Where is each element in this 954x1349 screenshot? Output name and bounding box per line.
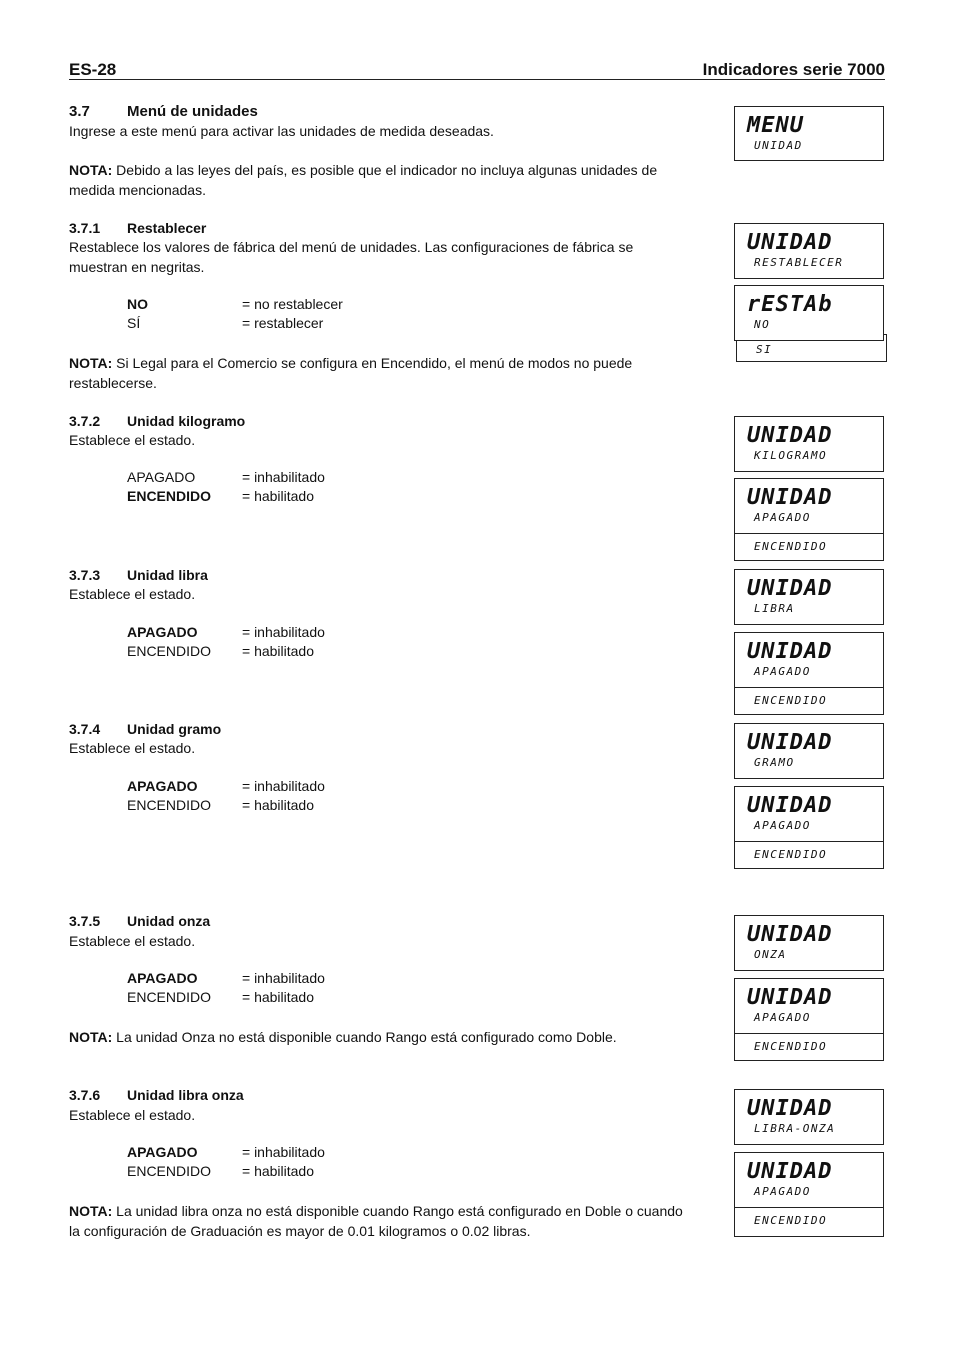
header-rule: [69, 79, 885, 80]
section-3-7-note: [69, 161, 657, 200]
section-3-7-6-note: [69, 1202, 683, 1241]
lcd-main-text: UNIDAD: [747, 639, 833, 664]
lcd-onza-state-display: [734, 978, 884, 1034]
option-value: = restablecer: [242, 315, 324, 331]
section-title: Unidad kilogramo: [127, 413, 246, 429]
onza-options: [0, 970, 700, 1010]
lcd-main-text: MENU: [747, 113, 804, 138]
option-value: = habilitado: [242, 989, 315, 1005]
lcd-main-text: UNIDAD: [747, 1096, 833, 1121]
lcd-menu-display: [734, 106, 884, 161]
libra-options: [0, 624, 700, 664]
lcd-alt-text: ENCENDIDO: [754, 1214, 828, 1227]
option-value: = inhabilitado: [242, 1144, 325, 1160]
lcd-sub-text: APAGADO: [754, 819, 811, 832]
restablecer-options: [0, 296, 700, 336]
section-3-7-3-description: Establece el estado.: [69, 586, 196, 602]
lcd-sub-text: APAGADO: [754, 1185, 811, 1198]
option-value: = inhabilitado: [242, 778, 325, 794]
lcd-kilogramo-alt-option: [734, 533, 884, 561]
note-text-cont: medida mencionadas.: [69, 181, 206, 198]
option-key: ENCENDIDO: [127, 989, 212, 1005]
lcd-kilogramo-state-display: [734, 478, 884, 534]
option-key: APAGADO: [127, 778, 198, 794]
section-3-7-5-heading: [69, 913, 210, 929]
lcd-restab-display: [734, 285, 884, 341]
note-label: NOTA:: [69, 1203, 113, 1219]
note-text-cont: la configuración de Graduación es mayor de 0.01 kilogramos o 0.02 libras.: [69, 1222, 531, 1239]
section-3-7-intro: Ingrese a este menú para activar las unidades de medida deseadas.: [69, 123, 494, 139]
lcd-sub-text: KILOGRAMO: [754, 449, 828, 462]
option-value: = no restablecer: [242, 296, 343, 312]
lcd-alt-text: ENCENDIDO: [754, 540, 828, 553]
section-3-7-4-description: Establece el estado.: [69, 740, 196, 756]
lcd-alt-text: ENCENDIDO: [754, 1040, 828, 1053]
section-3-7-heading: [69, 103, 258, 120]
option-value: = inhabilitado: [242, 970, 325, 986]
lcd-sub-text: GRAMO: [754, 756, 795, 769]
lcd-sub-text: ONZA: [754, 948, 787, 961]
lcd-sub-text: LIBRA-ONZA: [754, 1122, 836, 1135]
description-line: muestran en negritas.: [69, 258, 205, 275]
section-title: Menú de unidades: [127, 103, 258, 120]
document-title: Indicadores serie 7000: [702, 60, 885, 79]
lcd-gramo-state-display: [734, 786, 884, 842]
lcd-sub-text: APAGADO: [754, 665, 811, 678]
lcd-libra-onza-alt-option: [734, 1207, 884, 1237]
option-key: APAGADO: [127, 970, 198, 986]
lcd-alt-text: SI: [756, 343, 773, 356]
section-title: Unidad libra: [127, 567, 208, 583]
option-value: = habilitado: [242, 488, 315, 504]
option-value: = inhabilitado: [242, 469, 325, 485]
gramo-options: [0, 778, 700, 818]
option-value: = habilitado: [242, 1163, 315, 1179]
section-3-7-5-note: [69, 1028, 617, 1048]
lcd-onza-alt-option: [734, 1033, 884, 1061]
note-text-cont: restablecerse.: [69, 374, 157, 391]
note-label: NOTA:: [69, 355, 113, 371]
option-value: = habilitado: [242, 643, 315, 659]
lcd-libra-state-display: [734, 632, 884, 688]
section-3-7-1-note: [69, 354, 632, 393]
section-3-7-1-heading: [69, 220, 206, 236]
lcd-sub-text: NO: [754, 318, 771, 331]
option-key: SÍ: [127, 315, 141, 331]
option-value: = inhabilitado: [242, 624, 325, 640]
kilogramo-options: [0, 469, 700, 509]
note-label: NOTA:: [69, 1029, 113, 1045]
section-3-7-2-heading: [69, 413, 245, 429]
section-title: Unidad gramo: [127, 721, 222, 737]
lcd-main-text: UNIDAD: [747, 730, 833, 755]
lcd-kilogramo-display: [734, 416, 884, 472]
section-number: 3.7: [69, 103, 90, 120]
lcd-sub-text: APAGADO: [754, 1011, 811, 1024]
lcd-main-text: UNIDAD: [747, 922, 833, 947]
option-value: = habilitado: [242, 797, 315, 813]
lcd-libra-display: [734, 569, 884, 625]
option-key: ENCENDIDO: [127, 488, 212, 504]
section-3-7-1-description: [69, 238, 633, 277]
option-key: APAGADO: [127, 624, 198, 640]
lcd-gramo-display: [734, 723, 884, 779]
section-number: 3.7.3: [69, 567, 101, 583]
section-3-7-5-description: Establece el estado.: [69, 933, 196, 949]
lcd-sub-text: APAGADO: [754, 511, 811, 524]
lcd-restablecer-display: [734, 223, 884, 279]
lcd-sub-text: RESTABLECER: [754, 256, 844, 269]
section-title: Unidad onza: [127, 913, 211, 929]
section-number: 3.7.6: [69, 1087, 101, 1103]
lcd-main-text: UNIDAD: [747, 793, 833, 818]
section-number: 3.7.5: [69, 913, 101, 929]
lcd-main-text: UNIDAD: [747, 230, 833, 255]
option-key: APAGADO: [127, 469, 196, 485]
lcd-alt-text: ENCENDIDO: [754, 848, 828, 861]
section-number: 3.7.1: [69, 220, 101, 236]
note-text: Debido a las leyes del país, es posible que el indicador no incluya algunas unidades de: [112, 162, 658, 178]
lcd-sub-text: LIBRA: [754, 602, 795, 615]
section-number: 3.7.4: [69, 721, 101, 737]
lcd-libra-onza-display: [734, 1089, 884, 1145]
option-key: NO: [127, 296, 148, 312]
note-text: La unidad Onza no está disponible cuando Rango está configurado como Doble.: [112, 1029, 617, 1045]
section-3-7-6-heading: [69, 1087, 244, 1103]
section-title: Unidad libra onza: [127, 1087, 244, 1103]
lcd-main-text: UNIDAD: [747, 985, 833, 1010]
description-line: Restablece los valores de fábrica del menú de unidades. Las configuraciones de fábrica se: [69, 239, 634, 255]
lcd-libra-alt-option: [734, 687, 884, 715]
lcd-onza-display: [734, 915, 884, 971]
section-number: 3.7.2: [69, 413, 101, 429]
option-key: ENCENDIDO: [127, 1163, 212, 1179]
lcd-main-text: UNIDAD: [747, 1159, 833, 1184]
option-key: ENCENDIDO: [127, 797, 212, 813]
option-key: APAGADO: [127, 1144, 198, 1160]
section-title: Restablecer: [127, 220, 207, 236]
libra-onza-options: [0, 1144, 700, 1184]
section-3-7-6-description: Establece el estado.: [69, 1107, 196, 1123]
lcd-alt-text: ENCENDIDO: [754, 694, 828, 707]
note-text: Si Legal para el Comercio se configura en Encendido, el menú de modos no puede: [112, 355, 633, 371]
lcd-main-text: UNIDAD: [747, 576, 833, 601]
page-number: ES-28: [69, 60, 117, 79]
lcd-main-text: UNIDAD: [747, 485, 833, 510]
note-label: NOTA:: [69, 162, 113, 178]
section-3-7-3-heading: [69, 567, 208, 583]
section-3-7-2-description: Establece el estado.: [69, 432, 196, 448]
lcd-main-text: UNIDAD: [747, 423, 833, 448]
lcd-gramo-alt-option: [734, 841, 884, 869]
option-key: ENCENDIDO: [127, 643, 212, 659]
note-text: La unidad libra onza no está disponible cuando Rango está configurado en Doble o cuando: [112, 1203, 683, 1219]
section-3-7-4-heading: [69, 721, 221, 737]
lcd-libra-onza-state-display: [734, 1152, 884, 1208]
lcd-main-text: rESTAb: [747, 292, 833, 317]
lcd-sub-text: UNIDAD: [754, 139, 803, 152]
